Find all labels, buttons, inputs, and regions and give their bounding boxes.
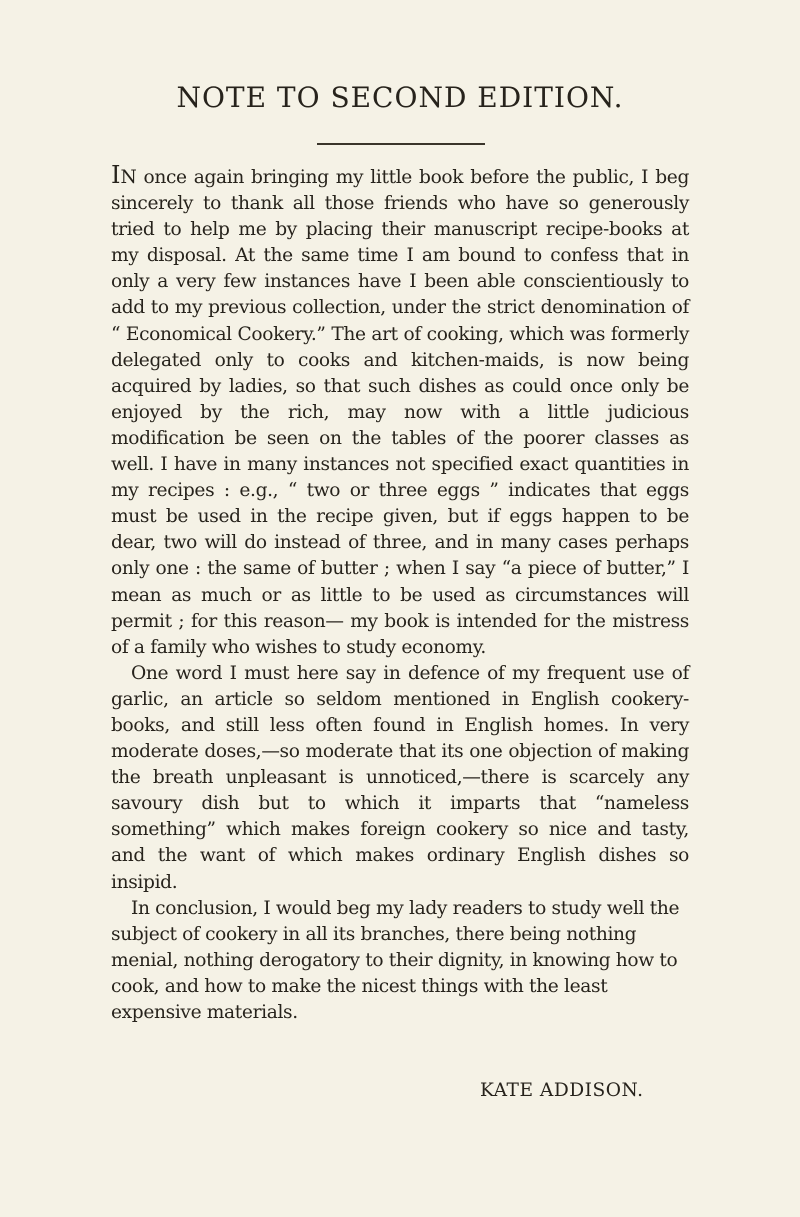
paragraph-1 — [111, 162, 689, 661]
paragraph-2: One word I must here say in defence of my frequent use of garlic, an article so seldom mentioned in English cookery-books, and still less often found in English homes. In very moderate doses,—so moderate that its one objection of making the breath unpleasant is unnoticed,—there is scarcely any savoury dish but to which it imparts that “nameless something” which makes foreign cookery so nice and tasty, and the want of which makes ordinary English dishes so insipid. — [111, 662, 689, 893]
note-body — [111, 162, 689, 1026]
paragraph-1-text: N once again bringing my little book before the public, I beg sincerely to thank all those friends who have so generously tried to help me by placing their manuscript recipe-books at my disposal. At the same time I am bound to confess that in only a very few instances have I been able conscientiously to add to my previous collection, under the strict denomination of “ Economical Cookery.” The art of cooking, which was formerly delegated only to cooks and kitchen-maids, is now being acquired by ladies, so that such dishes as could once only be enjoyed by the rich, may now with a little judicious modification be seen on the tables of the poorer classes as well. I have in many instances not specified exact quantities in my recipes : e.g., “ two or three eggs ” indicates that eggs must be used in the recipe given, but if eggs happen to be dear, two will do instead of three, and in many cases perhaps only one : the same of butter ; when I say “a piece of butter,” I mean as much or as little to be used as circumstances will permit ; for this reason— my book is intended for the mistress of a family who wishes to study economy. — [111, 167, 689, 658]
author-signature: KATE ADDISON. — [480, 1080, 644, 1101]
page-title: NOTE TO SECOND EDITION. — [176, 81, 624, 114]
title-divider-rule — [317, 143, 485, 145]
drop-initial: I — [111, 161, 121, 189]
paragraph-3: In conclusion, I would beg my lady readers to study well the subject of cookery in all its branches, there being nothing menial, nothing derogatory to their dignity, in knowing how to cook, and how to make the nicest things with the least expensive materials. — [111, 897, 680, 1023]
